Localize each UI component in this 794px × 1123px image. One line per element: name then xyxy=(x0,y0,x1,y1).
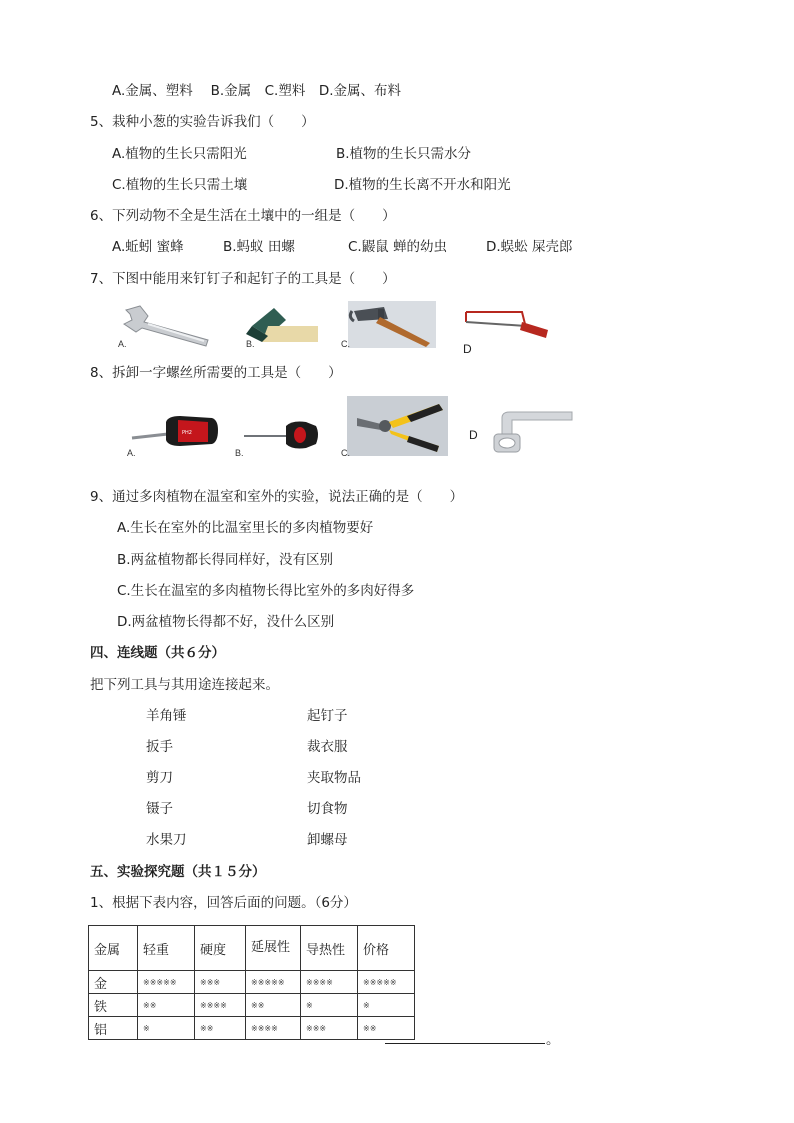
q8-label-a: A. xyxy=(127,448,136,458)
table-cell: ※※※※ xyxy=(301,971,358,994)
q7-label-a: A. xyxy=(118,339,127,349)
q7-label-b: B. xyxy=(246,339,255,349)
match-right-4: 切食物 xyxy=(307,801,348,817)
match-left-4: 镊子 xyxy=(146,801,173,817)
table-cell: ※※※※※ xyxy=(246,971,301,994)
q6-option-d: D.蜈蚣 屎壳郎 xyxy=(486,239,573,255)
table-cell: 铝 xyxy=(89,1017,138,1040)
table-cell: ※※※※※ xyxy=(358,971,415,994)
match-right-3: 夹取物品 xyxy=(307,770,361,786)
q6-option-c: C.鼹鼠 蝉的幼虫 xyxy=(348,239,448,255)
q5-option-d: D.植物的生长离不开水和阳光 xyxy=(334,177,511,193)
table-row xyxy=(89,994,415,1017)
q9-option-b: B.两盆植物都长得同样好，没有区别 xyxy=(117,552,334,568)
table-cell: ※※※ xyxy=(301,1017,358,1040)
table-cell: ※ xyxy=(138,1017,195,1040)
wrench-icon xyxy=(118,302,218,348)
table-cell: ※※※ xyxy=(195,971,246,994)
table-cell: ※※※※ xyxy=(195,994,246,1017)
section5-q1: 1、根据下表内容，回答后面的问题。（6分） xyxy=(90,895,357,911)
table-header-cell: 导热性 xyxy=(301,926,358,971)
match-left-2: 扳手 xyxy=(146,739,173,755)
q9-option-a: A.生长在室外的比温室里长的多肉植物要好 xyxy=(117,520,374,536)
table-cell: ※※ xyxy=(358,1017,415,1040)
pliers-icon xyxy=(347,396,448,456)
socket-wrench-icon xyxy=(486,406,576,458)
section4-instruction: 把下列工具与其用途连接起来。 xyxy=(90,677,279,693)
q6-option-a: A.蚯蚓 蜜蜂 xyxy=(112,239,184,255)
hacksaw-icon xyxy=(462,306,552,342)
q5-option-a: A.植物的生长只需阳光 xyxy=(112,146,247,162)
table-header-cell: 硬度 xyxy=(195,926,246,971)
q9-option-c: C.生长在温室的多肉植物长得比室外的多肉好得多 xyxy=(117,583,415,599)
q8-label-b: B. xyxy=(235,448,244,458)
table-header-cell: 轻重 xyxy=(138,926,195,971)
q4-options: A.金属、塑料 B.金属 C.塑料 D.金属、布料 xyxy=(112,83,402,99)
svg-text:PH2: PH2 xyxy=(182,430,192,436)
match-right-2: 裁衣服 xyxy=(307,739,348,755)
q5-option-c: C.植物的生长只需土壤 xyxy=(112,177,248,193)
claw-hammer-icon xyxy=(348,301,436,348)
table-row xyxy=(89,971,415,994)
q6-stem: 6、下列动物不全是生活在土壤中的一组是（ ） xyxy=(90,208,396,224)
q9-stem: 9、通过多肉植物在温室和室外的实验，说法正确的是（ ） xyxy=(90,489,464,505)
phillips-screwdriver-icon xyxy=(128,410,220,452)
table-cell: ※※ xyxy=(138,994,195,1017)
q9-option-d: D.两盆植物长得都不好，没什么区别 xyxy=(117,614,335,630)
table-header-row xyxy=(89,926,415,971)
q7-label-c: C. xyxy=(341,339,350,349)
q5-option-b: B.植物的生长只需水分 xyxy=(336,146,472,162)
metal-properties-table xyxy=(88,925,415,1040)
table-cell: ※※※※※ xyxy=(138,971,195,994)
flathead-screwdriver-icon xyxy=(240,416,322,454)
section4-title: 四、连线题（共６分） xyxy=(90,645,225,661)
q5-stem: 5、栽种小葱的实验告诉我们（ ） xyxy=(90,114,315,130)
answer-blank-line xyxy=(385,1043,545,1044)
table-cell: ※ xyxy=(358,994,415,1017)
match-left-3: 剪刀 xyxy=(146,770,173,786)
match-left-5: 水果刀 xyxy=(146,832,187,848)
table-cell: ※※ xyxy=(246,994,301,1017)
answer-period: 。 xyxy=(546,1032,560,1048)
table-row xyxy=(89,1017,415,1040)
table-header-cell: 金属 xyxy=(89,926,138,971)
table-header-cell: 价格 xyxy=(358,926,415,971)
q8-stem: 8、拆卸一字螺丝所需要的工具是（ ） xyxy=(90,365,342,381)
q8-label-c: C. xyxy=(341,448,350,458)
table-header-cell: 延展性 xyxy=(246,926,301,971)
q7-label-d: D xyxy=(463,342,472,356)
match-left-1: 羊角锤 xyxy=(146,708,187,724)
table-cell: ※※※※ xyxy=(246,1017,301,1040)
q8-label-d: D xyxy=(469,428,478,442)
table-cell: 金 xyxy=(89,971,138,994)
match-right-1: 起钉子 xyxy=(307,708,348,724)
match-right-5: 卸螺母 xyxy=(307,832,348,848)
table-cell: ※※ xyxy=(195,1017,246,1040)
section5-title: 五、实验探究题（共１５分） xyxy=(90,864,266,880)
q6-option-b: B.蚂蚁 田螺 xyxy=(223,239,295,255)
q7-stem: 7、下图中能用来钉钉子和起钉子的工具是（ ） xyxy=(90,271,396,287)
table-cell: ※ xyxy=(301,994,358,1017)
table-cell: 铁 xyxy=(89,994,138,1017)
